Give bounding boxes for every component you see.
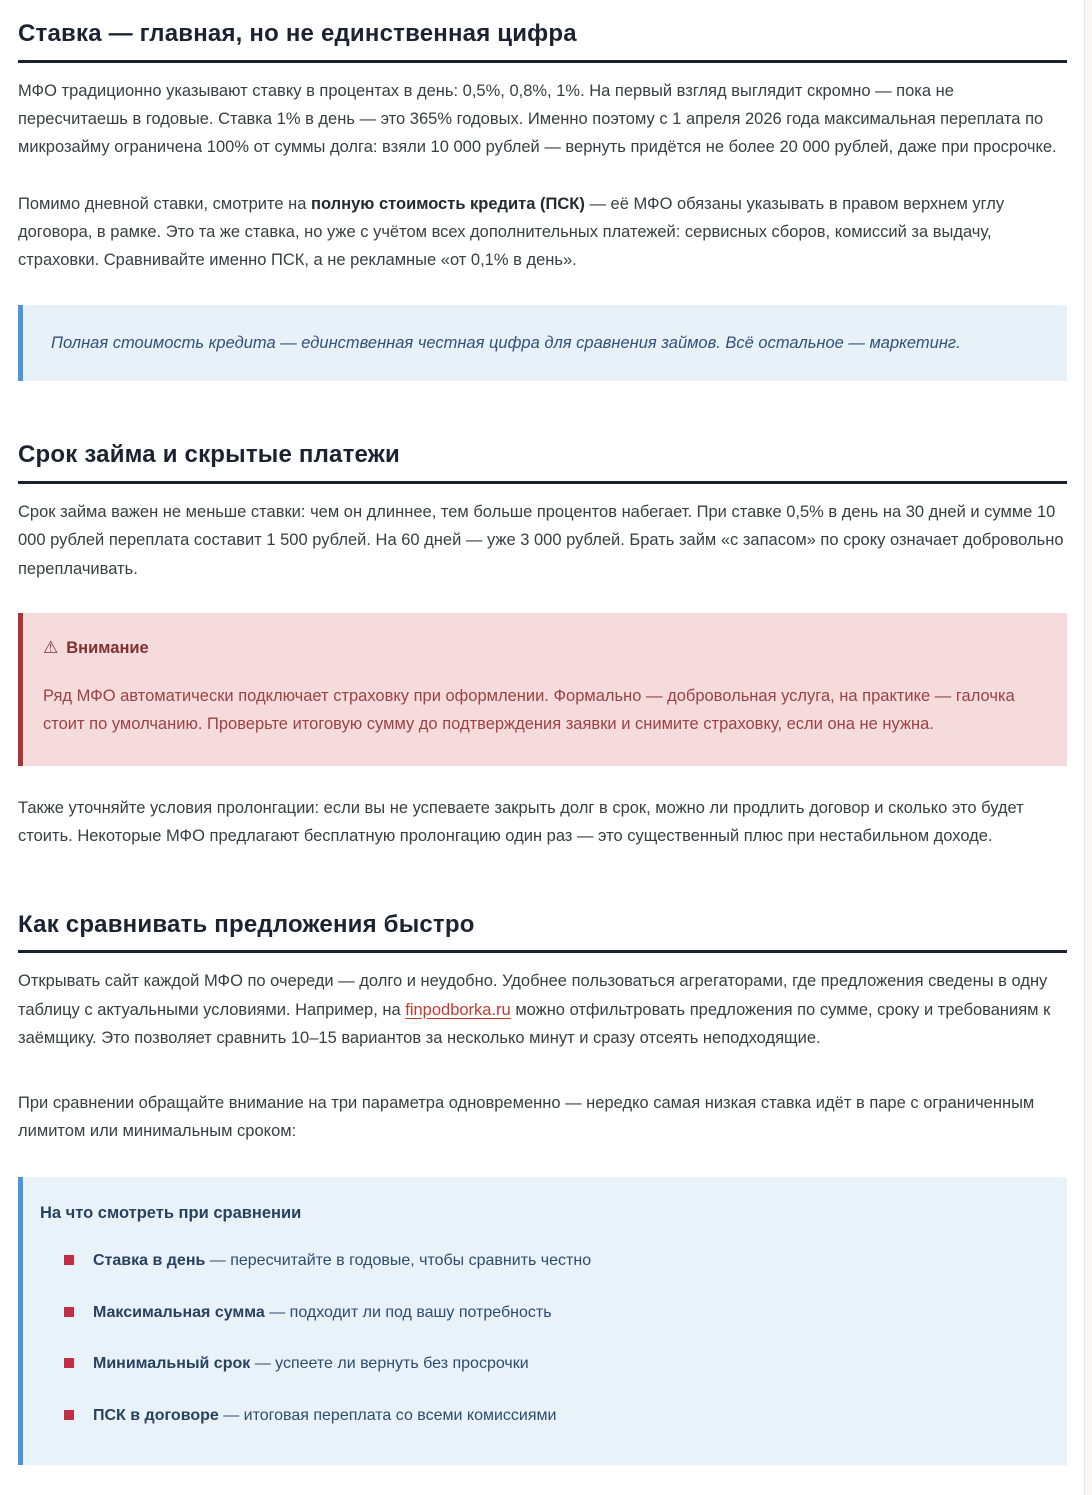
section-heading-compare: Как сравнивать предложения быстро xyxy=(18,911,1067,954)
text-run: — её МФО обязаны указывать в правом верхнем углу договора, в рамке. Это та же ставка, но уже с учётом всех дополнительных платежей: сервисных сборов, комиссий за выдачу, страховки. Сравнивайте именно ПСК, а не рекламные «от 0,1% в день». xyxy=(18,194,1005,270)
text-run: можно отфильтровать предложения по сумме, сроку и требованиям к заёмщику. Это позволяет сравнить 10–15 вариантов за несколько минут и сразу отсеять неподходящие. xyxy=(18,1000,1051,1048)
item-lead: Минимальный срок xyxy=(93,1355,251,1373)
quote-text: Полная стоимость кредита — единственная честная цифра для сравнения займов. Всё остальное — маркетинг. xyxy=(51,333,961,352)
warning-title xyxy=(43,638,1039,658)
item-lead: ПСК в договоре xyxy=(93,1407,219,1425)
warning-title-text: Внимание xyxy=(66,638,149,657)
text-run: — пересчитайте в годовые, чтобы сравнить честно xyxy=(205,1252,592,1270)
paragraph-rate-intro: МФО традиционно указывают ставку в процентах в день: 0,5%, 0,8%, 1%. На первый взгляд выглядит скромно — пока не пересчитаешь в годовые. Ставка 1% в день — это 365% годовых. Именно поэтому с 1 апреля 2026 года максимальная переплата по микрозайму ограничена 100% от суммы долга: взяли 10 000 рублей — вернуть придётся не более 20 000 рублей, даже при просрочке. xyxy=(18,81,1057,157)
warning-callout xyxy=(18,613,1067,766)
section-term xyxy=(18,441,1067,851)
list-item-text xyxy=(93,1250,591,1272)
section-rate xyxy=(18,20,1067,381)
text-run: Открывать сайт каждой МФО по очереди — долго и неудобно. Удобнее пользоваться агрегаторами, где предложения сведены в одну таблицу с актуальными условиями. Например, на xyxy=(18,972,1048,1019)
paragraph-three-params: При сравнении обращайте внимание на три параметра одновременно — нередко самая низкая ставка идёт в паре с ограниченным лимитом или минимальным сроком: xyxy=(18,1093,1035,1140)
section-compare xyxy=(18,911,1067,1465)
item-lead: Ставка в день xyxy=(93,1252,206,1270)
text-run: Помимо дневной ставки, смотрите на xyxy=(18,194,312,213)
bullet-square-icon xyxy=(64,1410,74,1420)
quote-callout xyxy=(18,305,1067,381)
section-heading-rate: Ставка — главная, но не единственная цифра xyxy=(18,20,1067,63)
list-item-text xyxy=(93,1353,529,1375)
bullet-square-icon xyxy=(64,1255,74,1265)
bullet-square-icon xyxy=(64,1358,74,1368)
comparison-callout xyxy=(18,1177,1067,1464)
text-run: — итоговая переплата со всеми комиссиями xyxy=(218,1407,557,1425)
bold-term-psk: полную стоимость кредита (ПСК) xyxy=(311,194,585,213)
paragraph-aggregators xyxy=(18,967,1067,1052)
list-item-text xyxy=(93,1302,552,1324)
list-item-text xyxy=(93,1405,556,1427)
section-heading-term: Срок займа и скрытые платежи xyxy=(18,441,1067,484)
paragraph-prolongation: Также уточняйте условия пролонгации: если вы не успеваете закрыть долг в срок, можно ли продлить договор и сколько это будет стоить. Некоторые МФО предлагают бесплатную пролонгацию один раз — это существенный плюс при нестабильном доходе. xyxy=(18,799,1024,846)
comparison-list xyxy=(40,1250,1039,1426)
bullet-square-icon xyxy=(64,1307,74,1317)
list-item-psk-contract xyxy=(64,1405,1039,1427)
warning-triangle-icon: ⚠ xyxy=(43,637,59,657)
comparison-callout-title: На что смотреть при сравнении xyxy=(40,1204,302,1223)
list-item-max-sum xyxy=(64,1302,1039,1324)
text-run: — подходит ли под вашу потребность xyxy=(264,1303,552,1321)
item-lead: Максимальная сумма xyxy=(93,1303,265,1321)
list-item-min-term xyxy=(64,1353,1039,1375)
paragraph-psk xyxy=(18,190,1067,275)
list-item-daily-rate xyxy=(64,1250,1039,1272)
paragraph-term-intro: Срок займа важен не меньше ставки: чем он длиннее, тем больше процентов набегает. При ставке 0,5% в день на 30 дней и сумме 10 000 рублей переплата составит 1 500 рублей. На 60 дней — уже 3 000 рублей. Брать займ «с запасом» по сроку означает добровольно переплачивать. xyxy=(18,502,1064,578)
external-link-finpodborka[interactable]: finpodborka.ru xyxy=(405,1000,511,1019)
text-run: — успеете ли вернуть без просрочки xyxy=(250,1355,529,1373)
warning-text: Ряд МФО автоматически подключает страховку при оформлении. Формально — добровольная услуга, на практике — галочка стоит по умолчанию. Проверьте итоговую сумму до подтверждения заявки и снимите страховку, если она не нужна. xyxy=(43,686,1015,733)
